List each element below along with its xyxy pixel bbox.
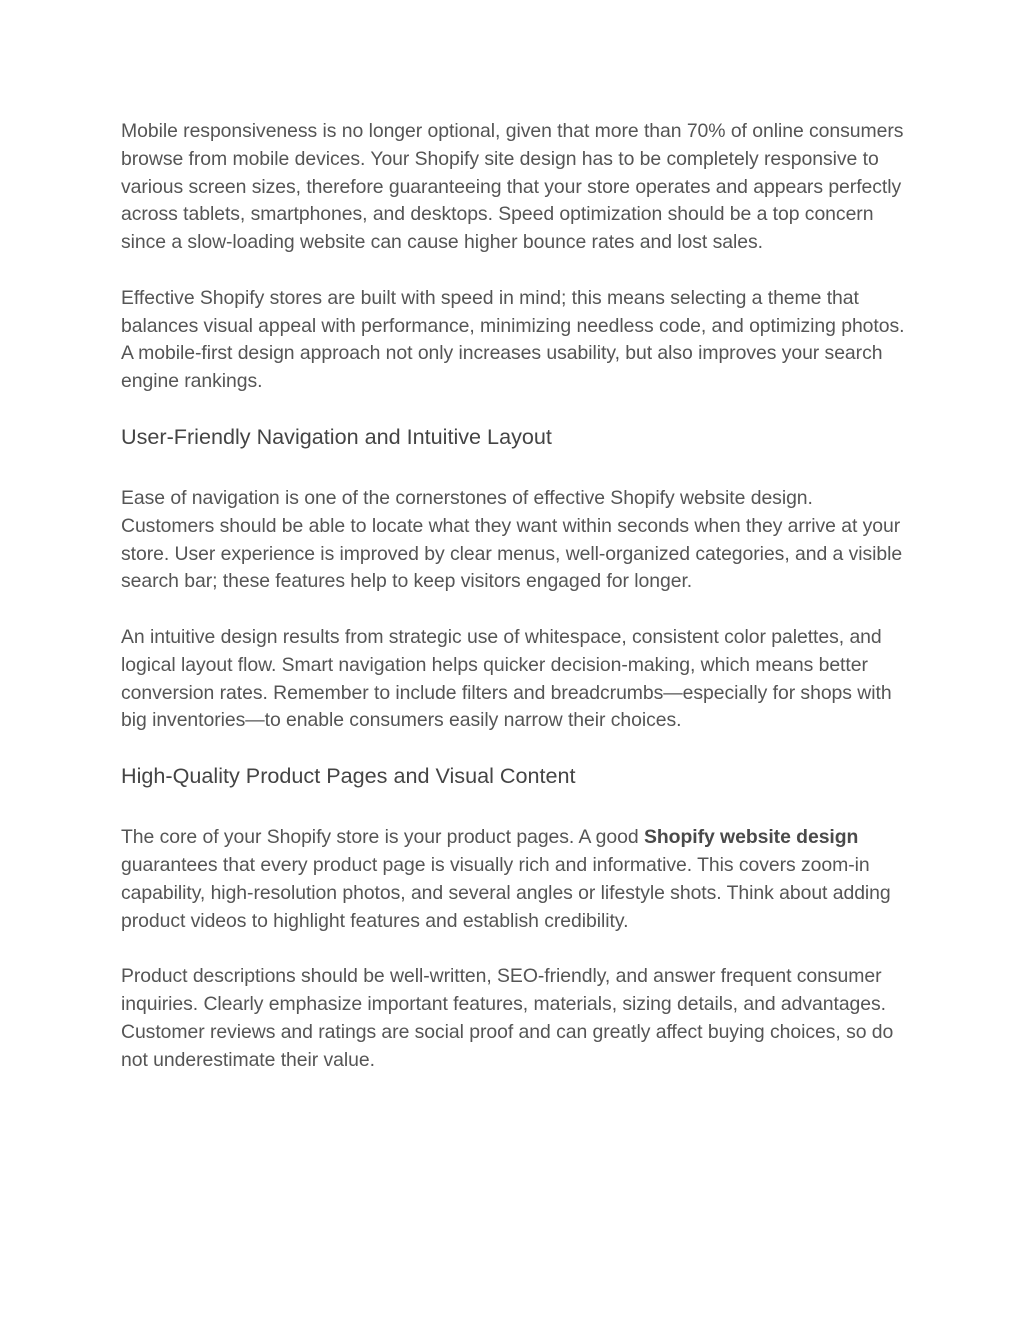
bold-keyword: Shopify website design (643, 826, 859, 849)
paragraph-mobile-responsiveness: Mobile responsiveness is no longer optional, given that more than 70% of online consumers browse from mobile devices. Your Shopify site design has to be completely responsive to various screen sizes, therefore guaranteeing that your store operates and appears perfectly across tablets, smartphones, and desktops. Speed optimization should be a top concern since a slow-loading website can cause higher bounce rates and lost sales. (121, 120, 904, 254)
heading-product-pages: High-Quality Product Pages and Visual Content (121, 763, 576, 789)
paragraph-product-pages-end: guarantees that every product page is visually rich and informative. This covers zoom-in capability, high-resolution photos, and several angles or lifestyle shots. Think about adding product videos to highlight features and establish credibility. (121, 853, 891, 932)
paragraph-intuitive-design: An intuitive design results from strategic use of whitespace, consistent color palettes, and logical layout flow. Smart navigation helps quicker decision-making, which means better conversion rates. Remember to include filters and breadcrumbs—especially for shops with big inventories—to enable consumers easily narrow their choices. (121, 625, 892, 732)
paragraph-ease-of-navigation: Ease of navigation is one of the cornerstones of effective Shopify website design. Customers should be able to locate what they want within seconds when they arrive at your store. User experience is improved by clear menus, well-organized categories, and a visible search bar; these features help to keep visitors engaged for longer. (121, 486, 903, 593)
document-page (121, 118, 911, 1074)
heading-navigation-layout: User-Friendly Navigation and Intuitive Layout (121, 423, 552, 449)
paragraph-product-pages-start: The core of your Shopify store is your product pages. A good (121, 826, 644, 849)
paragraph-speed-optimization: Effective Shopify stores are built with speed in mind; this means selecting a theme that balances visual appeal with performance, minimizing needless code, and optimizing photos. A mobile-first design approach not only increases usability, but also improves your search engine rankings. (121, 286, 905, 393)
paragraph-product-descriptions: Product descriptions should be well-written, SEO-friendly, and answer frequent consumer inquiries. Clearly emphasize important features, materials, sizing details, and advantages. Customer reviews and ratings are social proof and can greatly affect buying choices, so do not underestimate their value. (121, 965, 894, 1071)
paragraph-product-pages (121, 824, 911, 935)
